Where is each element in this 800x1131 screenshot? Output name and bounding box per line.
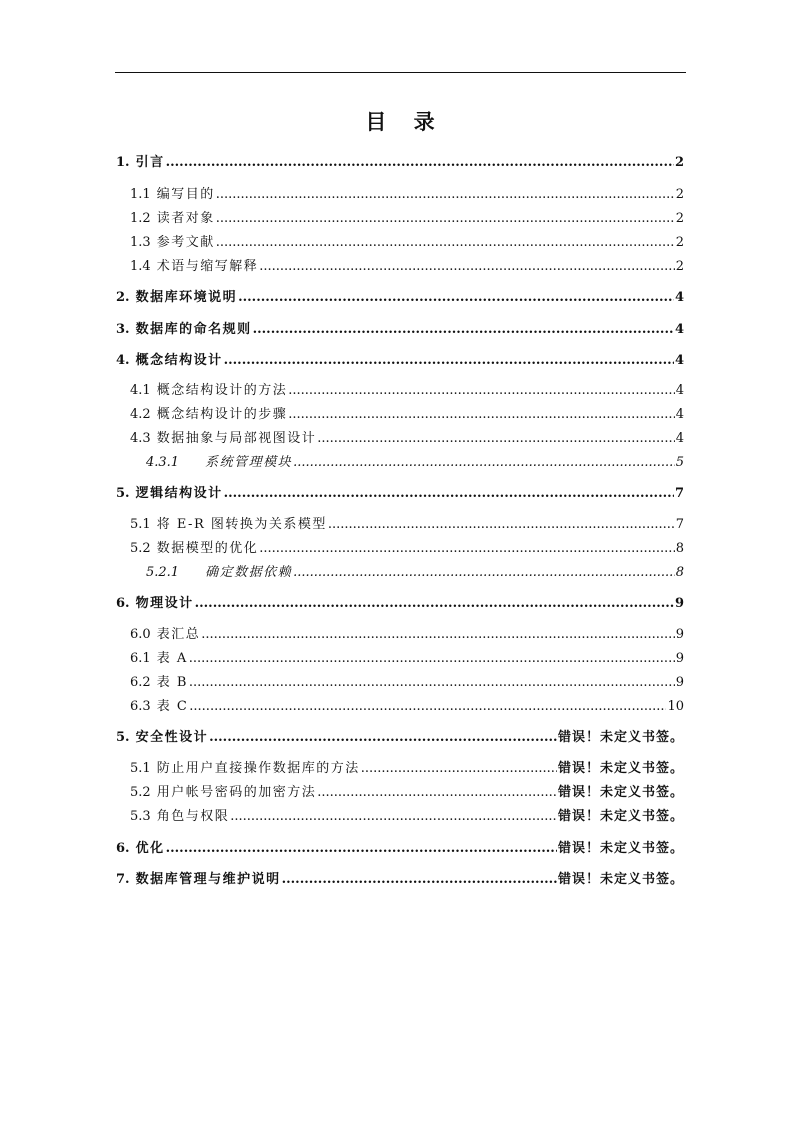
toc-dot-leader bbox=[189, 672, 675, 694]
toc-entry-page: 错误！未定义书签。 bbox=[557, 761, 684, 776]
toc-dot-leader bbox=[216, 208, 675, 230]
toc-entry-page: 错误！未定义书签。 bbox=[557, 872, 684, 887]
toc-entry[interactable] bbox=[116, 483, 684, 505]
toc-entry-title: 数据抽象与局部视图设计 bbox=[156, 431, 317, 446]
toc-dot-leader bbox=[166, 152, 674, 174]
toc-entry-title: 防止用户直接操作数据库的方法 bbox=[156, 761, 360, 776]
toc-entry[interactable] bbox=[116, 428, 684, 450]
toc-entry-page: 错误！未定义书签。 bbox=[557, 809, 684, 824]
toc-entry[interactable] bbox=[116, 514, 684, 536]
toc-dot-leader bbox=[293, 562, 675, 584]
toc-entry[interactable] bbox=[116, 869, 684, 891]
toc-entry-page: 9 bbox=[675, 651, 684, 666]
toc-dot-leader bbox=[361, 758, 557, 780]
toc-entry-title: 角色与权限 bbox=[156, 809, 230, 824]
toc-entry-number: 1.2 bbox=[130, 211, 151, 226]
toc-entry-page: 7 bbox=[674, 486, 684, 501]
toc-entry-number: 4.1 bbox=[130, 383, 151, 398]
toc-entry-title: 物理设计 bbox=[135, 596, 194, 611]
toc-entry[interactable] bbox=[116, 184, 684, 206]
toc-entry[interactable] bbox=[116, 404, 684, 426]
toc-entry-page: 7 bbox=[675, 517, 684, 532]
toc-entry-page: 2 bbox=[675, 235, 684, 250]
toc-entry-title: 系统管理模块 bbox=[205, 455, 293, 470]
toc-entry[interactable] bbox=[116, 648, 684, 670]
toc-entry-page: 8 bbox=[675, 541, 684, 556]
toc-dot-leader bbox=[189, 648, 675, 670]
toc-entry-page: 4 bbox=[675, 431, 684, 446]
toc-entry-number: 2. bbox=[116, 290, 130, 305]
toc-entry[interactable] bbox=[116, 624, 684, 646]
toc-entry[interactable] bbox=[116, 562, 684, 584]
toc-entry[interactable] bbox=[116, 782, 684, 804]
toc-entry-page: 9 bbox=[675, 675, 684, 690]
toc-dot-leader bbox=[216, 184, 675, 206]
toc-entry-title: 数据库环境说明 bbox=[135, 290, 238, 305]
toc-dot-leader bbox=[209, 727, 557, 749]
toc-entry[interactable] bbox=[116, 152, 684, 174]
toc-dot-leader bbox=[317, 782, 557, 804]
toc-entry-title: 参考文献 bbox=[156, 235, 215, 250]
toc-entry-number: 7. bbox=[116, 872, 130, 887]
toc-entry-page: 4 bbox=[674, 322, 684, 337]
toc-entry-title: 表 B bbox=[156, 675, 188, 690]
toc-entry[interactable] bbox=[116, 672, 684, 694]
toc-entry[interactable] bbox=[116, 208, 684, 230]
header-rule bbox=[115, 72, 686, 73]
toc-entry-title: 编写目的 bbox=[156, 187, 215, 202]
toc-entry[interactable] bbox=[116, 696, 684, 718]
toc-entry-number: 1.1 bbox=[130, 187, 151, 202]
toc-dot-leader bbox=[288, 404, 675, 426]
toc-entry-number: 6.1 bbox=[130, 651, 151, 666]
toc-entry-number: 5. bbox=[116, 486, 130, 501]
toc-entry-title: 数据库的命名规则 bbox=[135, 322, 252, 337]
toc-dot-leader bbox=[293, 452, 675, 474]
toc-dot-leader bbox=[317, 428, 675, 450]
toc-entry[interactable] bbox=[116, 758, 684, 780]
toc-dot-leader bbox=[253, 319, 674, 341]
toc-entry-number: 4.3.1 bbox=[146, 455, 180, 470]
toc-dot-leader bbox=[201, 624, 675, 646]
toc-dot-leader bbox=[238, 287, 674, 309]
toc-entry-page: 错误！未定义书签。 bbox=[557, 841, 684, 856]
toc-dot-leader bbox=[216, 232, 675, 254]
toc-entry-page: 9 bbox=[674, 596, 684, 611]
toc-entry-number: 5.3 bbox=[130, 809, 151, 824]
toc-dot-leader bbox=[259, 538, 675, 560]
toc-entry-page: 2 bbox=[674, 155, 684, 170]
toc-entry-page: 9 bbox=[675, 627, 684, 642]
toc-entry-number: 6. bbox=[116, 596, 130, 611]
toc-entry-page: 2 bbox=[675, 259, 684, 274]
toc-entry-page: 4 bbox=[675, 407, 684, 422]
toc-entry-number: 4.3 bbox=[130, 431, 151, 446]
toc-entry-title: 逻辑结构设计 bbox=[135, 486, 223, 501]
toc-entry-page: 10 bbox=[667, 699, 684, 714]
toc-entry[interactable] bbox=[116, 593, 684, 615]
toc-entry-number: 1. bbox=[116, 155, 130, 170]
toc-entry-page: 4 bbox=[674, 353, 684, 368]
toc-entry-title: 概念结构设计 bbox=[135, 353, 223, 368]
toc-entry-number: 4.2 bbox=[130, 407, 151, 422]
toc-entry-number: 6.0 bbox=[130, 627, 151, 642]
toc-entry-title: 确定数据依赖 bbox=[205, 565, 293, 580]
toc-entry-page: 4 bbox=[675, 383, 684, 398]
toc-dot-leader bbox=[282, 869, 557, 891]
toc-dot-leader bbox=[230, 806, 557, 828]
toc-entry-number: 5.1 bbox=[130, 517, 151, 532]
toc-entry-title: 用户帐号密码的加密方法 bbox=[156, 785, 317, 800]
toc-entry-title: 概念结构设计的步骤 bbox=[156, 407, 288, 422]
toc-entry-page: 4 bbox=[674, 290, 684, 305]
toc-entry-number: 5.2.1 bbox=[146, 565, 180, 580]
toc-entry[interactable] bbox=[116, 838, 684, 860]
toc-entry-page: 2 bbox=[675, 187, 684, 202]
toc-entry[interactable] bbox=[116, 452, 684, 474]
toc-entry[interactable] bbox=[116, 538, 684, 560]
toc-entry-page: 错误！未定义书签。 bbox=[557, 785, 684, 800]
toc-dot-leader bbox=[189, 696, 666, 718]
toc-entry-number: 6.3 bbox=[130, 699, 151, 714]
toc-entry-title: 概念结构设计的方法 bbox=[156, 383, 288, 398]
toc-entry-number: 5.2 bbox=[130, 785, 151, 800]
toc-dot-leader bbox=[328, 514, 675, 536]
toc-entry-number: 3. bbox=[116, 322, 130, 337]
toc-entry[interactable] bbox=[116, 806, 684, 828]
toc-entry-title: 安全性设计 bbox=[135, 730, 209, 745]
toc-dot-leader bbox=[195, 593, 674, 615]
toc-entry-title: 术语与缩写解释 bbox=[156, 259, 259, 274]
toc-dot-leader bbox=[259, 256, 675, 278]
toc-entry[interactable] bbox=[116, 232, 684, 254]
toc-entry-page: 错误！未定义书签。 bbox=[557, 730, 684, 745]
toc-entry[interactable] bbox=[116, 287, 684, 309]
toc-entry[interactable] bbox=[116, 380, 684, 402]
toc-entry-title: 表 A bbox=[156, 651, 188, 666]
toc-entry-title: 数据模型的优化 bbox=[156, 541, 259, 556]
toc-entry[interactable] bbox=[116, 727, 684, 749]
toc-dot-leader bbox=[224, 350, 674, 372]
toc-entry-number: 4. bbox=[116, 353, 130, 368]
toc-dot-leader bbox=[224, 483, 674, 505]
toc-entry-title: 引言 bbox=[135, 155, 165, 170]
toc-entry-number: 6. bbox=[116, 841, 130, 856]
toc-entry[interactable] bbox=[116, 350, 684, 372]
toc-entry-page: 2 bbox=[675, 211, 684, 226]
toc-entry-number: 1.4 bbox=[130, 259, 151, 274]
toc-entry-title: 读者对象 bbox=[156, 211, 215, 226]
toc-dot-leader bbox=[166, 838, 557, 860]
toc-entry-title: 表 C bbox=[156, 699, 189, 714]
toc-entry-number: 1.3 bbox=[130, 235, 151, 250]
toc-entry-number: 5.1 bbox=[130, 761, 151, 776]
toc-entry-page: 5 bbox=[675, 455, 684, 470]
toc-entry-title: 数据库管理与维护说明 bbox=[135, 872, 281, 887]
toc-entry[interactable] bbox=[116, 319, 684, 341]
toc-entry-number: 6.2 bbox=[130, 675, 151, 690]
toc-title: 目 录 bbox=[365, 109, 445, 134]
toc-entry-number: 5. bbox=[116, 730, 130, 745]
toc-entry-title: 优化 bbox=[135, 841, 165, 856]
toc-entry[interactable] bbox=[116, 256, 684, 278]
toc-entry-title: 表汇总 bbox=[156, 627, 201, 642]
toc-entry-title: 将 E-R 图转换为关系模型 bbox=[156, 517, 327, 532]
toc-entry-number: 5.2 bbox=[130, 541, 151, 556]
toc-dot-leader bbox=[288, 380, 675, 402]
toc-entry-page: 8 bbox=[675, 565, 684, 580]
